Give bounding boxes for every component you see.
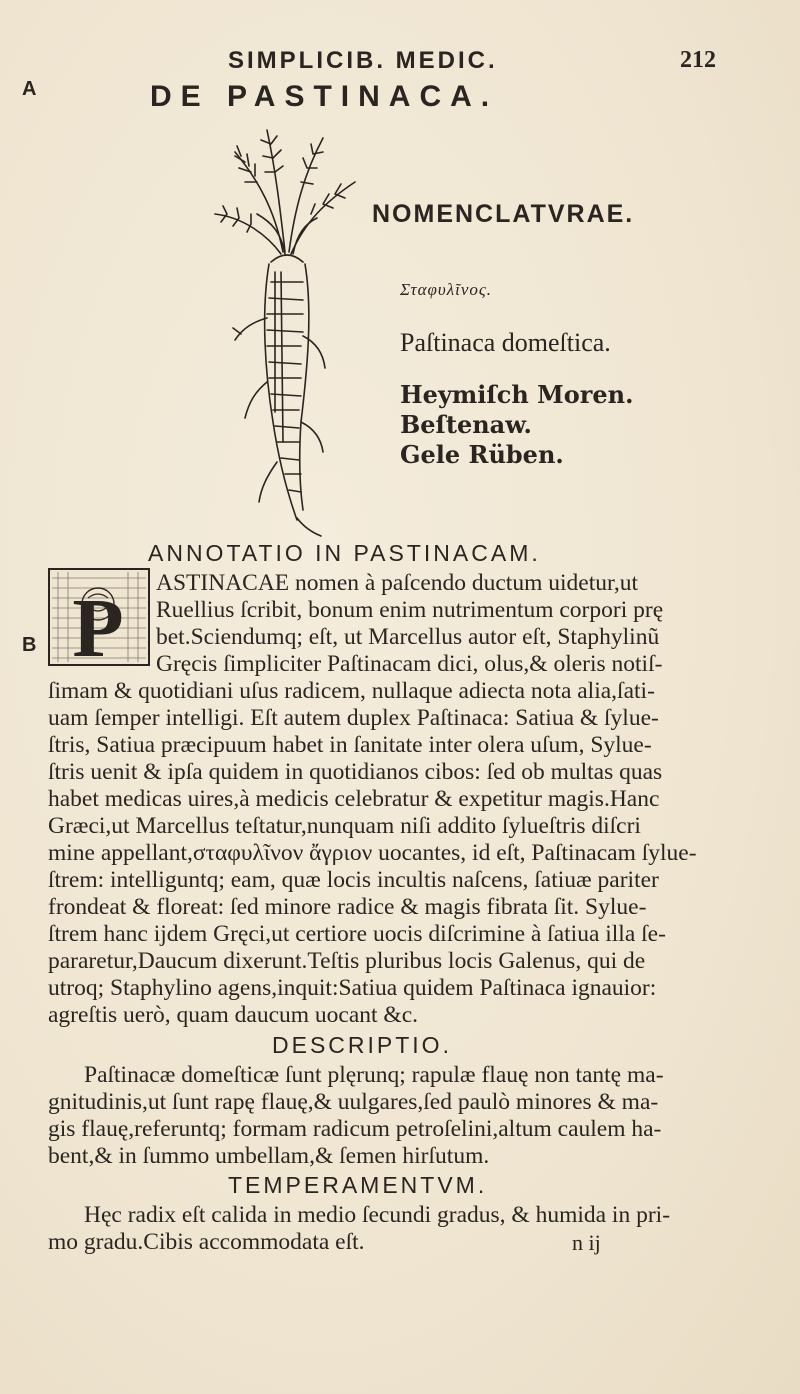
annotatio-line: uam ſemper intelligi. Eſt autem duplex Paſtinaca: Satiua & ſylue-	[48, 705, 659, 731]
temperamentum-line: Hęc radix eſt calida in medio ſecundi gradus, & humida in pri-	[84, 1202, 671, 1228]
german-name-3: Gele Rüben.	[400, 440, 564, 469]
annotatio-line: ASTINACAE nomen à paſcendo ductum uidetur,ut	[156, 570, 639, 596]
margin-letter-a: A	[22, 78, 37, 100]
temperamentum-heading: TEMPERAMENTVM.	[228, 1172, 488, 1198]
chapter-title: DE PASTINACA.	[150, 80, 499, 113]
temperamentum-line: mo gradu.Cibis accommodata eſt.	[48, 1229, 365, 1255]
annotatio-line: ſimam & quotidiani uſus radicem, nullaque adiecta nota alia,ſati-	[48, 678, 655, 704]
descriptio-line: bent,& in ſummo umbellam,& ſemen hirſutum.	[48, 1143, 490, 1169]
annotatio-line: mine appellant,σταφυλῖνον ἄγριον uocantes, id eſt, Paſtinacam ſylue-	[48, 840, 697, 866]
annotatio-heading: ANNOTATIO IN PASTINACAM.	[148, 540, 541, 566]
annotatio-line: ſtrem hanc ijdem Gręci,ut certiore uocis diſcrimine à ſatiua illa ſe-	[48, 921, 666, 947]
latin-name: Paſtinaca domeſtica.	[400, 328, 611, 357]
descriptio-heading: DESCRIPTIO.	[272, 1032, 452, 1058]
annotatio-line: pararetur,Daucum dixerunt.Teſtis pluribus locis Galenus, qui de	[48, 948, 646, 974]
margin-letter-b: B	[22, 634, 37, 656]
annotatio-line: Gręcis ſimpliciter Paſtinacam dici, olus,& oleris notiſ-	[156, 651, 663, 677]
running-head: SIMPLICIB. MEDIC.	[228, 47, 498, 74]
annotatio-line: frondeat & floreat: ſed minore radice & magis fibrata ſit. Sylue-	[48, 894, 647, 920]
greek-name: Σταφυλῖνος.	[400, 280, 493, 299]
annotatio-line: bet.Sciendumq; eſt, ut Marcellus autor eſt, Staphylinũ	[156, 624, 660, 650]
annotatio-line: agreſtis uerò, quam daucum uocant &c.	[48, 1002, 418, 1028]
descriptio-line: Paſtinacæ domeſticæ ſunt plęrunq; rapulæ flauę non tantę ma-	[84, 1062, 664, 1088]
descriptio-line: gnitudinis,ut ſunt rapę flauę,& uulgares,ſed paulò minores & ma-	[48, 1089, 659, 1115]
annotatio-line: ſtris, Satiua præcipuum habet in ſanitate inter olera uſum, Sylue-	[48, 732, 652, 758]
folio-number: 212	[680, 47, 716, 73]
annotatio-line: utroq; Staphylino agens,inquit:Satiua quidem Paſtinaca ignauior:	[48, 975, 657, 1001]
german-name-2: Beſtenaw.	[400, 410, 532, 439]
annotatio-line: Ruellius ſcribit, bonum enim nutrimentum corpori prę	[156, 597, 664, 623]
decorated-initial-p	[48, 568, 150, 666]
annotatio-line: habet medicas uires,à medicis celebratur & expetitur magis.Hanc	[48, 786, 660, 812]
annotatio-line: ſtrem: intelliguntq; eam, quæ locis incultis naſcens, ſatiuæ pariter	[48, 867, 659, 893]
german-name-1: Heymiſch Moren.	[400, 380, 634, 409]
descriptio-line: gis flauę,referuntq; formam radicum petroſelini,altum caulem ha-	[48, 1116, 662, 1142]
drop-cap-letter: P	[72, 582, 124, 666]
annotatio-line: Græci,ut Marcellus teſtatur,nunquam niſi addito ſylueſtris diſcri	[48, 813, 641, 839]
signature-mark: n ij	[572, 1230, 601, 1255]
parsnip-woodcut-illustration	[205, 122, 365, 542]
nomenclature-heading: NOMENCLATVRAE.	[372, 200, 635, 228]
annotatio-line: ſtris uenit & ipſa quidem in quotidianos cibos: ſed ob multas quas	[48, 759, 663, 785]
